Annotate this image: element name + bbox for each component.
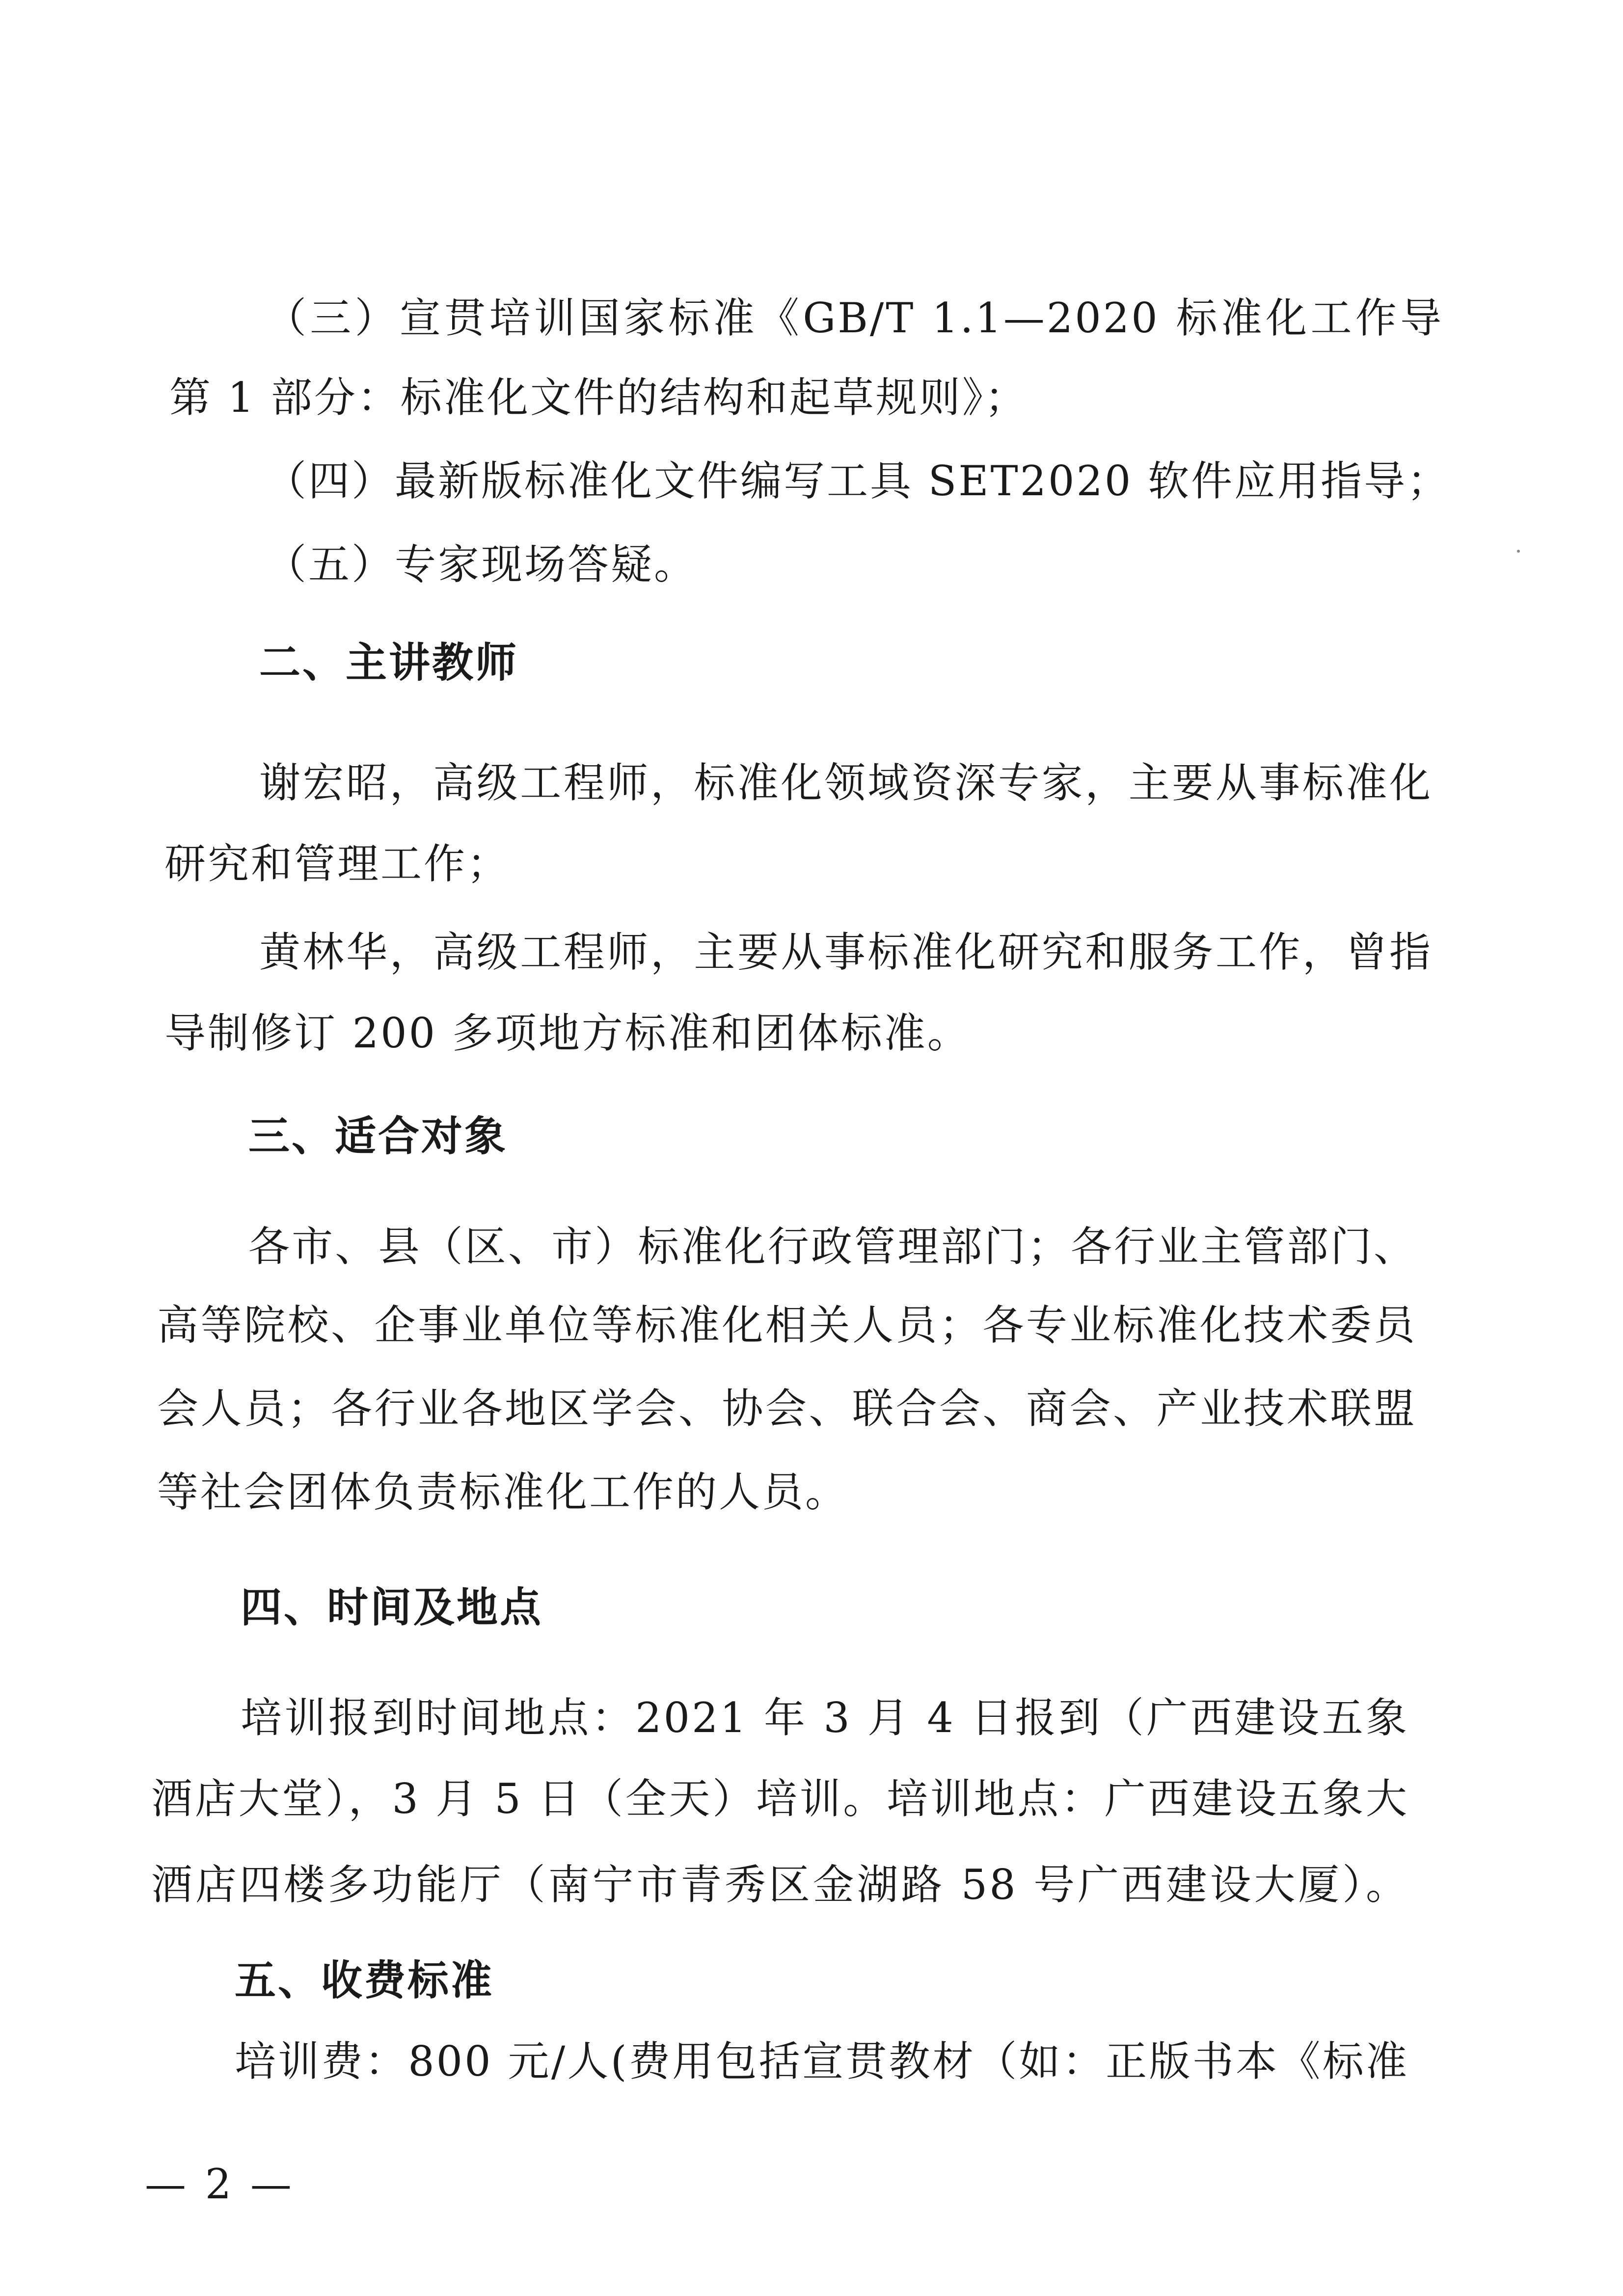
- audience-line-1: 各市、县（区、市）标准化行政管理部门；各行业主管部门、: [248, 1223, 1417, 1271]
- scan-speck: [1517, 550, 1520, 553]
- section-heading-audience: 三、适合对象: [248, 1112, 508, 1160]
- page-number: — 2 —: [145, 2160, 295, 2208]
- lecturer-2-line-2: 导制修订 200 多项地方标准和团体标准。: [164, 1009, 971, 1057]
- time-place-line-2: 酒店大堂），3 月 5 日（全天）培训。培训地点：广西建设五象大: [151, 1775, 1409, 1823]
- fees-line-1: 培训费：800 元/人(费用包括宣贯教材（如：正版书本《标准: [235, 2037, 1409, 2085]
- lecturer-1-line-2: 研究和管理工作；: [164, 840, 511, 888]
- item-5-line: （五）专家现场答疑。: [265, 540, 698, 588]
- audience-line-3: 会人员；各行业各地区学会、协会、联合会、商会、产业技术联盟: [157, 1385, 1417, 1433]
- lecturer-2-line-1: 黄林华，高级工程师，主要从事标准化研究和服务工作，曾指: [259, 928, 1433, 976]
- time-place-line-1: 培训报到时间地点：2021 年 3 月 4 日报到（广西建设五象: [241, 1694, 1409, 1742]
- section-heading-time-place: 四、时间及地点: [241, 1583, 543, 1631]
- section-heading-lecturers: 二、主讲教师: [259, 639, 519, 687]
- item-3-line-2: 第 1 部分：标准化文件的结构和起草规则》；: [169, 374, 1028, 422]
- item-4-line: （四）最新版标准化文件编写工具 SET2020 软件应用指导；: [265, 457, 1451, 505]
- item-3-line-1: （三）宣贯培训国家标准《GB/T 1.1—2020 标准化工作导: [265, 294, 1443, 342]
- lecturer-1-line-1: 谢宏昭，高级工程师，标准化领域资深专家，主要从事标准化: [259, 759, 1433, 807]
- audience-line-4: 等社会团体负责标准化工作的人员。: [157, 1468, 849, 1516]
- section-heading-fees: 五、收费标准: [235, 1956, 494, 2004]
- audience-line-2: 高等院校、企事业单位等标准化相关人员；各专业标准化技术委员: [157, 1301, 1417, 1349]
- time-place-line-3: 酒店四楼多功能厅（南宁市青秀区金湖路 58 号广西建设大厦）。: [151, 1861, 1409, 1909]
